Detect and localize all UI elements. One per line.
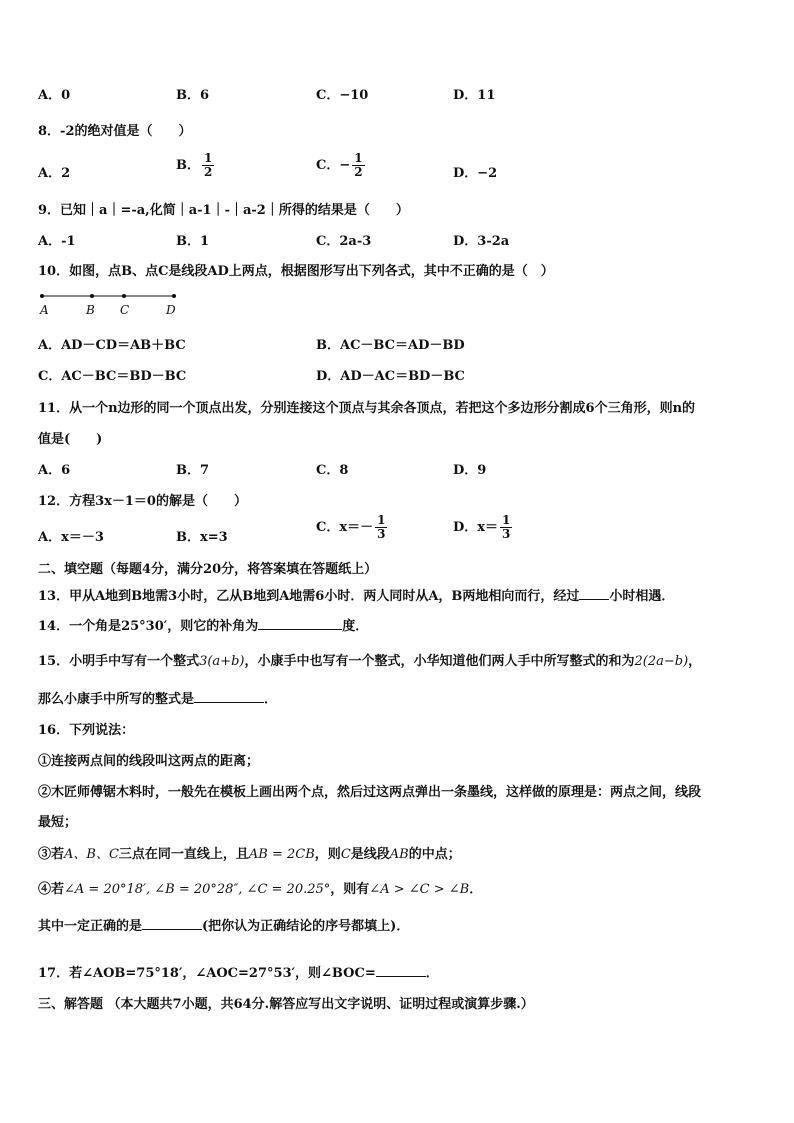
q8-option-a: A．2 [38, 166, 71, 181]
q11-option-c: C．8 [316, 463, 349, 478]
q16-item4-math: ∠A = 20°18′, ∠B = 20°28″, ∠C = 20.25° [64, 882, 331, 897]
fraction-denominator: 2 [204, 165, 213, 179]
q16-answer [38, 915, 409, 934]
q16-item3-math: C [340, 847, 351, 862]
fraction-numerator: 1 [354, 151, 363, 165]
q12-option-a: A．x＝－3 [38, 530, 104, 545]
q16-item3-text: 三点在同一直线上，且 [118, 847, 249, 862]
q10-option-c: C．AC－BC＝BD－BC [38, 369, 187, 384]
fraction-numerator: 1 [502, 513, 511, 527]
q8-option-c-fraction [352, 152, 364, 179]
q16-item3-math: AB [389, 847, 409, 862]
point-b [90, 294, 94, 298]
q13-text: 13．甲从A地到B地需3小时，乙从B地到A地需6小时．两人同时从A，B两地相向而行，经过 [38, 589, 580, 604]
q16-stem: 16．下列说法： [38, 723, 135, 738]
label-c: C [120, 303, 130, 317]
q16-item3-math: AB = 2CB [248, 847, 315, 862]
q17-text: 17．若∠AOB=75°18′，∠AOC=27°53′，则∠BOC= [38, 966, 376, 981]
q12-option-b: B．x=3 [176, 530, 228, 545]
q16-item4-text: ④若 [38, 882, 65, 897]
q15-line2-end: ． [264, 692, 278, 707]
q16-item4-text: ． [469, 882, 483, 897]
fraction-numerator: 1 [377, 513, 386, 527]
q9-option-b: B．1 [176, 234, 210, 249]
q16-item4-text: ，则有 [330, 882, 370, 897]
q16-item3-text: ，则 [314, 847, 341, 862]
q15-text: 15．小明手中写有一个整式 [38, 654, 200, 669]
section2-header: 二、填空题（每题4分，满分20分，将答案填在答题纸上） [38, 562, 378, 577]
q8-option-b-label: B． [176, 158, 200, 173]
fraction-denominator: 3 [377, 527, 386, 541]
q16-item3-text: ③若 [38, 847, 65, 862]
q16-item3-text: 的中点； [408, 847, 461, 862]
q15-answer-blank[interactable] [194, 690, 264, 703]
q8-option-d: D．−2 [453, 166, 498, 181]
q16-answer-text-end: (把你认为正确结论的序号都填上)． [202, 919, 410, 934]
q15-line2-text: 那么小康手中所写的整式是 [38, 692, 195, 707]
q8-option-b-fraction [202, 152, 214, 179]
q7-option-b: B．6 [176, 88, 210, 103]
q16-item2-line1: ②木匠师傅锯木料时，一般先在模板上画出两个点，然后过这两点弹出一条墨线，这样做的原理是：两点之间，线段 [38, 785, 702, 800]
q11-stem-line1: 11．从一个n边形的同一个顶点出发，分别连接这个顶点与其余各顶点，若把这个多边形分割成6个三角形，则n的 [38, 401, 696, 416]
q16-item4 [38, 878, 482, 897]
q11-option-a: A．6 [38, 463, 71, 478]
fraction-numerator: 1 [204, 151, 213, 165]
q10-stem: 10．如图，点B、点C是线段AD上两点，根据图形写出下列各式，其中不正确的是（ ） [38, 264, 554, 279]
q12-option-c-fraction [375, 514, 387, 541]
label-b: B [86, 303, 95, 317]
label-d: D [166, 303, 176, 317]
q16-item3-math: A、B、C [64, 847, 119, 862]
q7-option-c: C．−10 [316, 88, 369, 103]
q16-item3 [38, 843, 461, 862]
q10-segment-figure [36, 288, 186, 320]
q16-item3-text: 是线段 [350, 847, 390, 862]
q10-option-b: B．AC－BC＝AD－BD [316, 338, 465, 353]
q11-option-d: D．9 [453, 463, 487, 478]
q15-line2 [38, 688, 277, 707]
q17-text-end: ． [425, 966, 439, 981]
q8-option-c-label: C．− [316, 158, 351, 173]
q9-option-c: C．2a-3 [316, 234, 372, 249]
point-d [172, 294, 176, 298]
q16-item2-line2: 最短； [38, 815, 78, 830]
point-c [122, 294, 126, 298]
q15-text-2: ，小康手中也写有一个整式，小华知道他们两人手中所写整式的和为 [244, 654, 635, 669]
fraction-denominator: 2 [354, 165, 363, 179]
q12-stem: 12．方程3x－1＝0的解是（ ） [38, 494, 247, 509]
q16-answer-text: 其中一定正确的是 [38, 919, 143, 934]
section3-header: 三、解答题 （本大题共7小题，共64分.解答应写出文字说明、证明过程或演算步骤.） [38, 997, 534, 1012]
q10-option-a: A．AD－CD＝AB＋BC [38, 338, 186, 353]
q17-answer-blank[interactable] [376, 964, 426, 977]
q14-answer-blank[interactable] [258, 617, 342, 630]
q8-option-b [176, 152, 216, 179]
q12-option-d-label: D．x＝ [453, 520, 499, 535]
fraction-denominator: 3 [502, 527, 511, 541]
q9-stem: 9．已知｜a｜=-a,化简｜a-1｜-｜a-2｜所得的结果是（ ） [38, 203, 409, 218]
q7-option-a: A．0 [38, 88, 71, 103]
q11-option-b: B．7 [176, 463, 210, 478]
point-a [40, 294, 44, 298]
q15-math-expr1: 3(a+b) [199, 654, 245, 669]
q9-option-d: D．3-2a [453, 234, 510, 249]
q11-stem-line2: 值是( ) [38, 432, 103, 447]
q12-option-c [316, 514, 389, 541]
q16-item4-math: ∠A > ∠C > ∠B [369, 882, 470, 897]
q15-math-expr2: 2(2a−b) [634, 654, 689, 669]
q12-option-d-fraction [500, 514, 512, 541]
q15-text-3: ， [688, 654, 702, 669]
q13-answer-blank[interactable] [579, 587, 609, 600]
q9-option-a: A．-1 [38, 234, 76, 249]
q13 [38, 585, 674, 604]
q7-option-d: D．11 [453, 88, 496, 103]
q12-option-d [453, 514, 514, 541]
q10-option-d: D．AD－AC＝BD－BC [316, 369, 465, 384]
label-a: A [40, 303, 49, 317]
q13-text-end: 小时相遇． [609, 589, 675, 604]
q14-text-end: 度． [342, 619, 369, 634]
q16-item1: ①连接两点间的线段叫这两点的距离； [38, 754, 260, 769]
q14 [38, 615, 368, 634]
q12-option-c-label: C．x＝－ [316, 520, 374, 535]
q8-stem: 8．-2的绝对值是（ ） [38, 124, 192, 139]
q8-option-c [316, 152, 367, 179]
q15-line1 [38, 650, 701, 669]
q17 [38, 962, 439, 981]
q16-answer-blank[interactable] [142, 917, 202, 930]
q14-text: 14．一个角是25°30′，则它的补角为 [38, 619, 259, 634]
